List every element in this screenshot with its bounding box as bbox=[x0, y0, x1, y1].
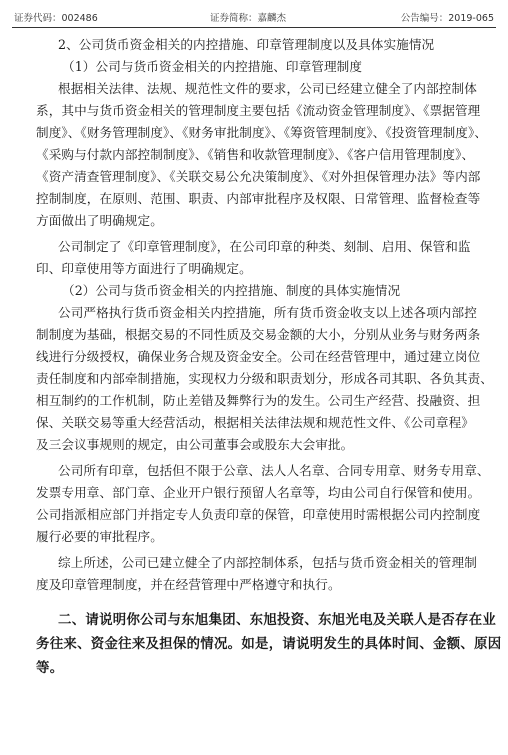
paragraph-line: 印、印章使用等方面进行了明确规定。 bbox=[36, 261, 252, 276]
paragraph-line: 履行必要的审批程序。 bbox=[36, 529, 163, 544]
question-line: 等。 bbox=[36, 660, 64, 676]
section-heading: 2、公司货币资金相关的内控措施、印章管理制度以及具体实施情况 bbox=[58, 37, 435, 52]
paragraph-line: 线进行分级授权，确保业务合规及资金安全。公司在经营管理中，通过建立岗位 bbox=[36, 349, 481, 364]
paragraph-line: 及三会议事规则的规定，由公司董事会或股东大会审批。 bbox=[36, 437, 354, 452]
subsection-heading-1: （1）公司与货币资金相关的内控措施、印章管理制度 bbox=[62, 59, 363, 74]
paragraph-line: 《资产清查管理制度》、《关联交易公允决策制度》、《对外担保管理办法》等内部 bbox=[36, 169, 481, 184]
paragraph-line: 系，其中与货币资金相关的管理制度主要包括《流动资金管理制度》、《票据管理 bbox=[36, 103, 481, 118]
paragraph-3 bbox=[36, 302, 493, 456]
paragraph-line: 公司严格执行货币资金相关内控措施，所有货币资金收支以上述各项内部控 bbox=[58, 305, 477, 320]
paragraph-line: 公司制定了《印章管理制度》，在公司印章的种类、刻制、启用、保管和监 bbox=[58, 239, 471, 254]
paragraph-line: 公司所有印章，包括但不限于公章、法人人名章、合同专用章、财务专用章、 bbox=[58, 463, 490, 478]
paragraph-line: 发票专用章、部门章、企业开户银行预留人名章等，均由公司自行保管和使用。 bbox=[36, 485, 481, 500]
question-2 bbox=[36, 608, 502, 680]
paragraph-line: 方面做出了明确规定。 bbox=[36, 213, 163, 228]
paragraph-line: 相互制约的工作机制，防止差错及舞弊行为的发生。公司生产经营、投融资、担 bbox=[36, 393, 481, 408]
document-body bbox=[36, 34, 502, 680]
paragraph-line: 制制度为基础，根据交易的不同性质及交易金额的大小，分别从业务与财务两条 bbox=[36, 327, 481, 342]
paragraph-line: 根据相关法律、法规、规范性文件的要求，公司已经建立健全了内部控制体 bbox=[58, 81, 477, 96]
question-line: 二、请说明你公司与东旭集团、东旭投资、东旭光电及关联人是否存在业 bbox=[58, 612, 497, 628]
paragraph-line: 制度》、《财务管理制度》、《财务审批制度》、《筹资管理制度》、《投资管理制度》、 bbox=[36, 125, 488, 140]
question-line: 务往来、资金往来及担保的情况。如是，请说明发生的具体时间、金额、原因 bbox=[36, 636, 502, 652]
paragraph-line: 综上所述，公司已建立健全了内部控制体系，包括与货币资金相关的管理制 bbox=[58, 555, 477, 570]
paragraph-2 bbox=[36, 236, 484, 280]
paragraph-line: 度及印章管理制度，并在经营管理中严格遵守和执行。 bbox=[36, 577, 341, 592]
paragraph-line: 《采购与付款内部控制制度》、《销售和收款管理制度》、《客户信用管理制度》、 bbox=[36, 147, 475, 162]
stock-code: 证券代码：002486 bbox=[14, 13, 98, 24]
paragraph-5 bbox=[36, 552, 484, 596]
announcement-number: 公告编号：2019-065 bbox=[400, 13, 494, 24]
paragraph-line: 控制制度，在原则、范围、职责、内部审批程序及权限、日常管理、监督检查等 bbox=[36, 191, 481, 206]
stock-name: 证券简称：嘉麟杰 bbox=[210, 13, 287, 24]
paragraph-line: 责任制度和内部牵制措施，实现权力分级和职责划分，形成各司其职、各负其责、 bbox=[36, 371, 493, 386]
subsection-heading-2: （2）公司与货币资金相关的内控措施、制度的具体实施情况 bbox=[62, 283, 401, 298]
paragraph-4 bbox=[36, 460, 490, 548]
paragraph-1 bbox=[36, 78, 488, 232]
page-header bbox=[12, 7, 496, 27]
paragraph-line: 保、关联交易等重大经营活动，根据相关法律法规和规范性文件、《公司章程》 bbox=[36, 415, 474, 430]
header-divider bbox=[12, 27, 496, 28]
paragraph-line: 公司指派相应部门并指定专人负责印章的保管，印章使用时需根据公司内控制度 bbox=[36, 507, 481, 522]
